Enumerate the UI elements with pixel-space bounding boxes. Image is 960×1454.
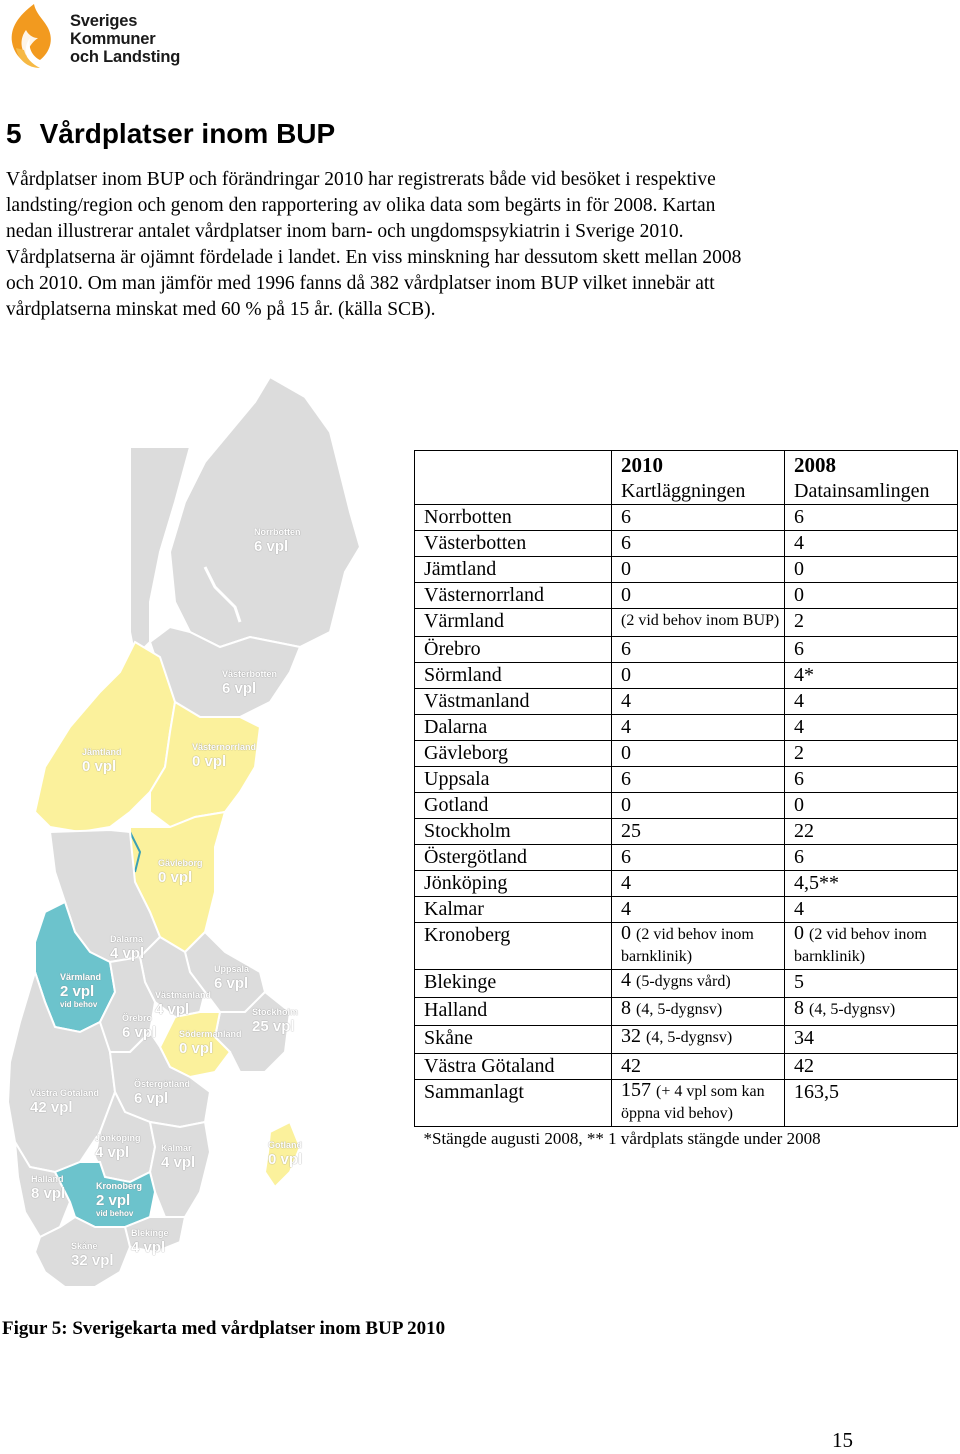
figure-caption: Figur 5: Sverigekarta med vårdplatser inom BUP 2010 xyxy=(2,1318,446,1339)
value-2008-cell xyxy=(785,689,958,715)
table-row xyxy=(415,897,958,923)
page-number: 15 xyxy=(832,1428,853,1452)
table-row xyxy=(415,583,958,609)
cell-value: 6 xyxy=(794,846,804,868)
region-cell: Halland xyxy=(415,998,612,1026)
header-year-2008: 2008 xyxy=(785,451,958,480)
skl-wordmark: Sveriges Kommuner och Landsting xyxy=(70,12,181,66)
region-cell: Skåne xyxy=(415,1026,612,1054)
cell-value: 32 xyxy=(621,1025,641,1047)
cell-value: 25 xyxy=(621,820,641,842)
sweden-map xyxy=(0,372,420,1297)
value-2008-cell xyxy=(785,505,958,531)
table-row xyxy=(415,998,958,1026)
region-cell: Gotland xyxy=(415,793,612,819)
map-label-vastra-gotaland: Västra Götaland 42 vpl xyxy=(30,1088,100,1116)
region-cell: Blekinge xyxy=(415,970,612,998)
table-row xyxy=(415,923,958,970)
table-row xyxy=(415,1080,958,1127)
cell-value: 4 xyxy=(794,716,804,738)
region-cell: Västra Götaland xyxy=(415,1054,612,1080)
cell-value: 6 xyxy=(621,532,631,554)
region-cell: Västerbotten xyxy=(415,531,612,557)
region-cell: Norrbotten xyxy=(415,505,612,531)
value-2008-cell xyxy=(785,663,958,689)
table-row xyxy=(415,505,958,531)
cell-value: 0 xyxy=(794,558,804,580)
value-2010-cell xyxy=(612,531,785,557)
value-2010-cell xyxy=(612,793,785,819)
cell-value: 42 xyxy=(794,1055,814,1077)
cell-value: 0 xyxy=(794,584,804,606)
table-footnote: *Stängde augusti 2008, ** 1 vårdplats stängde under 2008 xyxy=(423,1129,821,1148)
map-label-norrbotten: Norrbotten 6 vpl xyxy=(254,527,301,555)
table-row xyxy=(415,531,958,557)
cell-note: (2 vid behov inom barnklinik) xyxy=(794,926,927,965)
value-2008-cell xyxy=(785,793,958,819)
region-cell: Värmland xyxy=(415,609,612,637)
value-2008-cell xyxy=(785,845,958,871)
map-label-halland: Halland 8 vpl xyxy=(31,1174,66,1202)
value-2010-cell xyxy=(612,845,785,871)
intro-paragraph: Vårdplatser inom BUP och förändringar 2010 har registrerats både vid besöket i respektive landsting/region och genom den rapportering av olika data som begärts in för 2008. Kartan nedan illustrerar antalet vårdplatser inom barn- och ungdomspsykiatrin i Sverige 2010. Vårdplatserna är ojämnt fördelade i landet. En viss minskning har dessutom skett mellan 2008 och 2010. Om man jämför med 1996 fanns då 382 vårdplatser inom BUP vilket innebär att vårdplatserna minskat med 60 % på 15 år. (källa SCB). xyxy=(6,169,742,320)
cell-value: 4 xyxy=(621,690,631,712)
table-row xyxy=(415,557,958,583)
table-row xyxy=(415,609,958,637)
region-cell: Västernorrland xyxy=(415,583,612,609)
section-heading xyxy=(6,118,335,150)
sweden-map-shape xyxy=(0,372,420,1297)
table-row xyxy=(415,1054,958,1080)
map-label-skane: Skåne 32 vpl xyxy=(71,1241,114,1269)
cell-value: 5 xyxy=(794,971,804,993)
value-2010-cell xyxy=(612,609,785,637)
region-cell: Västmanland xyxy=(415,689,612,715)
skl-flame-icon xyxy=(4,2,64,72)
value-2010-cell xyxy=(612,923,785,970)
value-2010-cell xyxy=(612,637,785,663)
map-label-stockholm: Stockholm 25 vpl xyxy=(252,1007,299,1035)
map-label-gotland: Gotland 0 vpl xyxy=(268,1140,303,1168)
map-label-vasterbotten: Västerbotten 6 vpl xyxy=(222,669,278,697)
value-2010-cell xyxy=(612,871,785,897)
cell-value: 0 xyxy=(794,794,804,816)
value-2008-cell xyxy=(785,1054,958,1080)
value-2008-cell xyxy=(785,637,958,663)
sklogo xyxy=(4,2,184,74)
value-2010-cell xyxy=(612,663,785,689)
map-label-jonkoping: Jönköping 4 vpl xyxy=(95,1133,141,1161)
cell-value: 163,5 xyxy=(794,1081,839,1103)
cell-value: 4 xyxy=(794,690,804,712)
table-row xyxy=(415,970,958,998)
cell-value: 6 xyxy=(621,846,631,868)
cell-value: 2 xyxy=(794,742,804,764)
cell-value: 2 xyxy=(794,610,804,632)
value-2008-cell xyxy=(785,767,958,793)
cell-value: 22 xyxy=(794,820,814,842)
cell-note: (2 vid behov inom BUP) xyxy=(621,612,780,629)
table-row xyxy=(415,637,958,663)
region-cell: Jönköping xyxy=(415,871,612,897)
map-label-ostergotland: Östergötland 6 vpl xyxy=(134,1079,191,1107)
table-row xyxy=(415,663,958,689)
map-label-varmland: Värmland 2 vpl vid behov xyxy=(60,972,102,1009)
cell-value: 4 xyxy=(621,872,631,894)
cell-value: 4 xyxy=(621,969,631,991)
vardplatser-table xyxy=(414,450,958,1152)
table-row xyxy=(415,845,958,871)
header-source-2008: Datainsamlingen xyxy=(785,479,958,505)
cell-value: 4 xyxy=(621,716,631,738)
cell-note: (4, 5-dygnsv) xyxy=(636,1001,723,1018)
map-label-vasternorrland: Västernorrland 0 vpl xyxy=(192,742,257,770)
cell-value: 6 xyxy=(794,638,804,660)
cell-value: 42 xyxy=(621,1055,641,1077)
map-label-kalmar: Kalmar 4 vpl xyxy=(161,1143,196,1171)
table-row xyxy=(415,741,958,767)
cell-value: 6 xyxy=(621,638,631,660)
cell-value: 4,5** xyxy=(794,872,839,894)
cell-value: 0 xyxy=(621,664,631,686)
value-2010-cell xyxy=(612,897,785,923)
cell-value: 34 xyxy=(794,1027,814,1049)
value-2010-cell xyxy=(612,689,785,715)
value-2008-cell xyxy=(785,741,958,767)
value-2008-cell xyxy=(785,1080,958,1127)
table-row xyxy=(415,715,958,741)
region-cell: Gävleborg xyxy=(415,741,612,767)
value-2010-cell xyxy=(612,767,785,793)
region-cell: Stockholm xyxy=(415,819,612,845)
value-2010-cell xyxy=(612,1026,785,1054)
value-2008-cell xyxy=(785,583,958,609)
value-2008-cell xyxy=(785,1026,958,1054)
section-title: Vårdplatser inom BUP xyxy=(39,118,336,149)
value-2008-cell xyxy=(785,871,958,897)
cell-note: (4, 5-dygnsv) xyxy=(646,1029,733,1046)
value-2010-cell xyxy=(612,970,785,998)
cell-value: 6 xyxy=(794,506,804,528)
cell-value: 157 xyxy=(621,1079,651,1101)
value-2010-cell xyxy=(612,819,785,845)
value-2008-cell xyxy=(785,557,958,583)
cell-note: (+ 4 vpl som kan öppna vid behov) xyxy=(621,1083,765,1122)
value-2008-cell xyxy=(785,531,958,557)
cell-note: (4, 5-dygnsv) xyxy=(809,1001,896,1018)
cell-value: 0 xyxy=(621,794,631,816)
cell-value: 0 xyxy=(621,558,631,580)
value-2010-cell xyxy=(612,557,785,583)
value-2008-cell xyxy=(785,998,958,1026)
cell-note: (5-dygns vård) xyxy=(636,973,731,990)
value-2008-cell xyxy=(785,819,958,845)
value-2010-cell xyxy=(612,741,785,767)
cell-value: 4* xyxy=(794,664,814,686)
value-2010-cell xyxy=(612,1054,785,1080)
cell-value: 4 xyxy=(621,898,631,920)
cell-note: (2 vid behov inom barnklinik) xyxy=(621,926,754,965)
region-cell: Jämtland xyxy=(415,557,612,583)
value-2010-cell xyxy=(612,505,785,531)
table-row xyxy=(415,689,958,715)
cell-value: 6 xyxy=(794,768,804,790)
value-2010-cell xyxy=(612,1080,785,1127)
region-cell: Sammanlagt xyxy=(415,1080,612,1127)
table-row xyxy=(415,767,958,793)
value-2008-cell xyxy=(785,897,958,923)
table-footnote-row xyxy=(415,1127,958,1153)
cell-value: 8 xyxy=(794,997,804,1019)
value-2008-cell xyxy=(785,970,958,998)
value-2008-cell xyxy=(785,609,958,637)
cell-value: 0 xyxy=(621,584,631,606)
cell-value: 0 xyxy=(621,922,631,944)
header-year-2010: 2010 xyxy=(612,451,785,480)
value-2010-cell xyxy=(612,583,785,609)
table-header-row xyxy=(415,451,958,480)
region-cell: Sörmland xyxy=(415,663,612,689)
region-cell: Örebro xyxy=(415,637,612,663)
cell-value: 6 xyxy=(621,506,631,528)
cell-value: 4 xyxy=(794,532,804,554)
map-label-jamtland: Jämtland 0 vpl xyxy=(82,747,122,775)
table-row xyxy=(415,871,958,897)
cell-value: 0 xyxy=(794,922,804,944)
cell-value: 0 xyxy=(621,742,631,764)
header-source-2010: Kartläggningen xyxy=(612,479,785,505)
value-2010-cell xyxy=(612,715,785,741)
map-label-kronoberg: Kronoberg 2 vpl vid behov xyxy=(96,1181,142,1218)
table-subheader-row xyxy=(415,479,958,505)
table-row xyxy=(415,819,958,845)
map-label-sodermanland: Södermanland 0 vpl xyxy=(179,1029,242,1057)
section-number: 5 xyxy=(6,118,22,149)
map-label-orebro: Örebro 6 vpl xyxy=(122,1013,157,1041)
map-label-vastmanland: Västmanland 4 vpl xyxy=(155,990,212,1018)
value-2010-cell xyxy=(612,998,785,1026)
value-2008-cell xyxy=(785,715,958,741)
region-cell: Östergötland xyxy=(415,845,612,871)
map-label-uppsala: Uppsala 6 vpl xyxy=(214,964,250,992)
cell-value: 6 xyxy=(621,768,631,790)
map-label-blekinge: Blekinge 4 vpl xyxy=(131,1228,169,1256)
region-cell: Uppsala xyxy=(415,767,612,793)
region-cell: Dalarna xyxy=(415,715,612,741)
value-2008-cell xyxy=(785,923,958,970)
map-label-gavleborg: Gävleborg 0 vpl xyxy=(158,858,203,886)
cell-value: 8 xyxy=(621,997,631,1019)
table-row xyxy=(415,793,958,819)
region-cell: Kalmar xyxy=(415,897,612,923)
cell-value: 4 xyxy=(794,898,804,920)
region-cell: Kronoberg xyxy=(415,923,612,970)
map-label-dalarna: Dalarna 4 vpl xyxy=(110,934,145,962)
table-row xyxy=(415,1026,958,1054)
